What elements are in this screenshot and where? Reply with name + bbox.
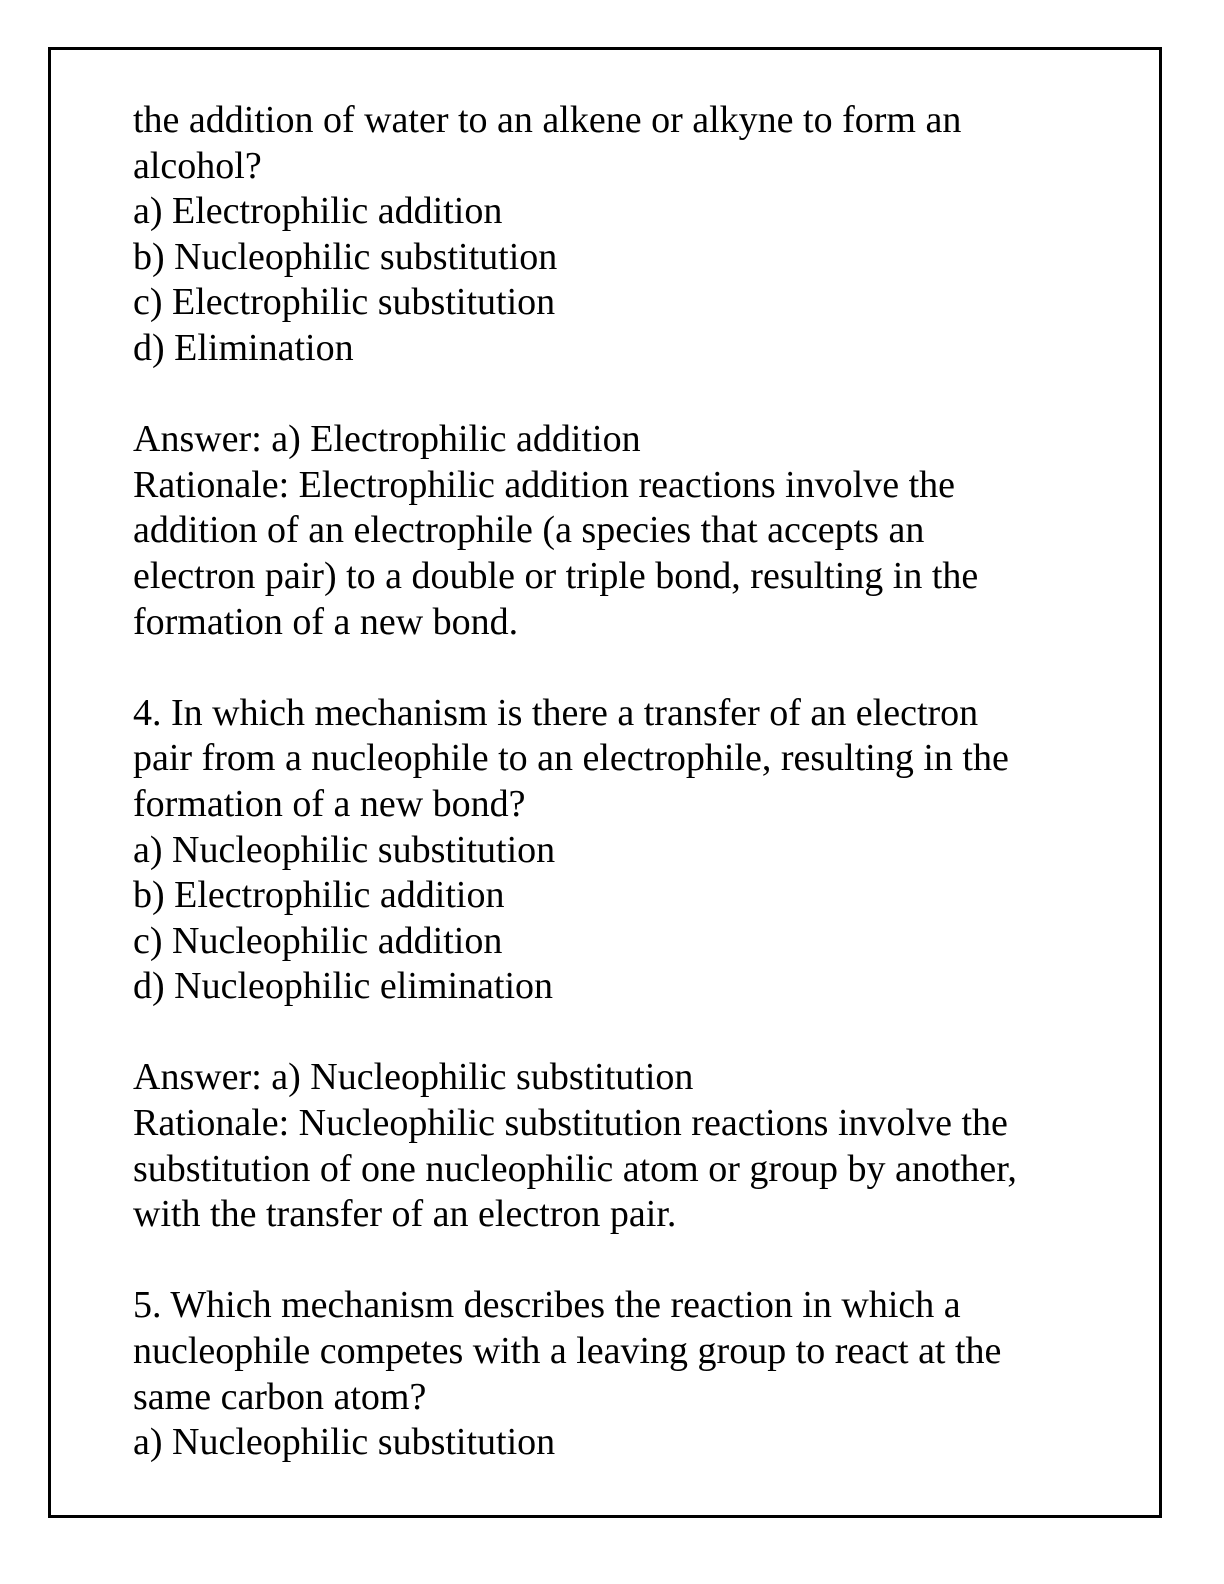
rationale-line: Rationale: Nucleophilic substitution reactions involve the [133,1102,1008,1145]
option-a: a) Nucleophilic substitution [133,828,556,871]
paragraph-gap [133,1238,1093,1284]
rationale-line: with the transfer of an electron pair. [133,1193,677,1236]
option-a: a) Nucleophilic substitution [133,1421,556,1464]
question-stem-line: 4. In which mechanism is there a transfer of an electron [133,691,979,734]
question-stem-line: 5. Which mechanism describes the reaction in which a [133,1284,961,1327]
option-b: b) Nucleophilic substitution [133,235,558,278]
option-b: b) Electrophilic addition [133,874,505,917]
paragraph-gap [133,372,1093,418]
option-c: c) Nucleophilic addition [133,919,503,962]
option-a: a) Electrophilic addition [133,190,503,233]
question-stem-line: same carbon atom? [133,1375,427,1418]
option-c: c) Electrophilic substitution [133,281,556,324]
question-5 [133,1283,1093,1465]
rationale-line: Rationale: Electrophilic addition reactions involve the [133,463,956,506]
question-stem-line: alcohol? [133,144,262,187]
answer-line: Answer: a) Nucleophilic substitution [133,1056,694,1099]
rationale-line: substitution of one nucleophilic atom or group by another, [133,1147,1017,1190]
option-d: d) Nucleophilic elimination [133,965,554,1008]
option-d: d) Elimination [133,326,354,369]
paragraph-gap [133,645,1093,691]
rationale-line: addition of an electrophile (a species that accepts an [133,509,925,552]
rationale-line: formation of a new bond. [133,600,519,643]
document-body [133,98,1093,1466]
question-4 [133,691,1093,1238]
question-stem-line: formation of a new bond? [133,782,526,825]
answer-line: Answer: a) Electrophilic addition [133,418,641,461]
question-3 [133,98,1093,645]
rationale-line: electron pair) to a double or triple bond, resulting in the [133,554,979,597]
question-stem-line: pair from a nucleophile to an electrophile, resulting in the [133,737,1009,780]
question-stem-line: the addition of water to an alkene or alkyne to form an [133,99,962,141]
question-stem-line: nucleophile competes with a leaving group to react at the [133,1330,1002,1373]
paragraph-gap [133,1010,1093,1056]
